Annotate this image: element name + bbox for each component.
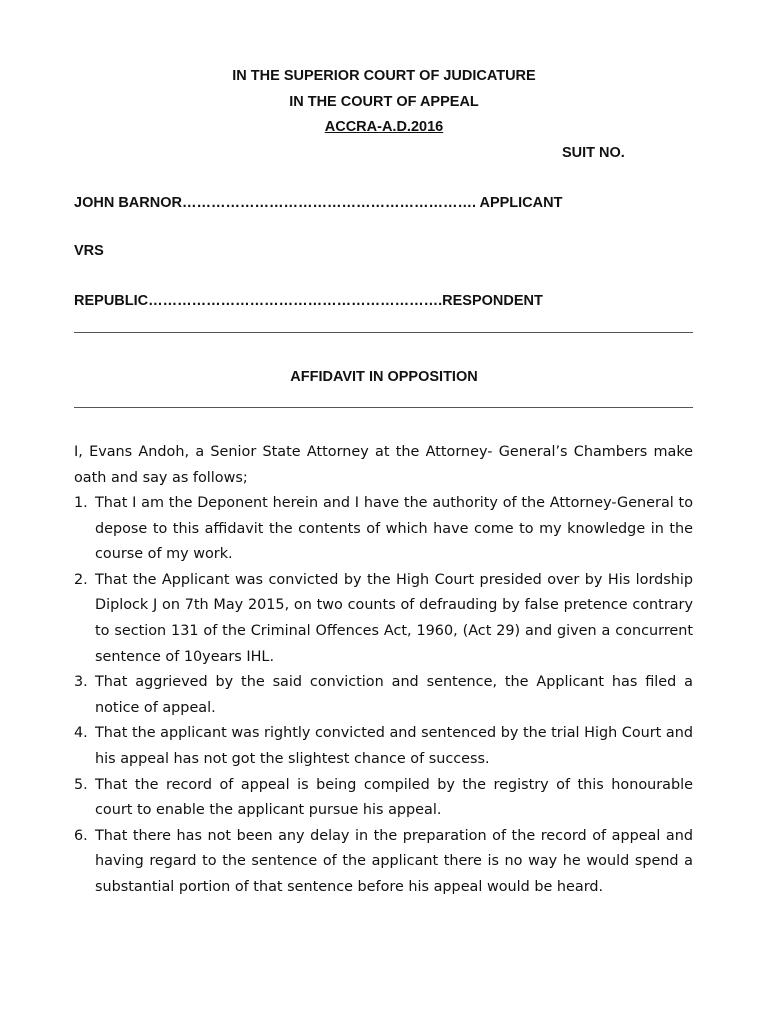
intro-paragraph: I, Evans Andoh, a Senior State Attorney at the Attorney- General’s Chambers make oath and say as follows; [74, 444, 693, 486]
respondent-line: REPUBLIC…………………………………………………….RESPONDENT [74, 293, 543, 309]
paragraph-number: 2. [74, 571, 88, 588]
divider-top [74, 332, 693, 333]
paragraph-text: That the record of appeal is being compiled by the registry of this honourable court to enable the applicant pursue his appeal. [95, 776, 693, 819]
paragraph-item [74, 773, 693, 824]
paragraph-item [74, 721, 693, 772]
paragraph-text: That the applicant was rightly convicted and sentenced by the trial High Court and his appeal has not got the slightest chance of success. [95, 725, 693, 767]
paragraph-text: That the Applicant was convicted by the High Court presided over by His lordship Diplock J on 7th May 2015, on two counts of defrauding by false pretence contrary to section 131 of the Criminal Offences Act, 1960, (Act 29) and given a concurrent sentence of 10years IHL. [95, 571, 693, 665]
paragraph-number: 4. [74, 725, 88, 742]
paragraph-item [74, 568, 693, 670]
court-division: IN THE COURT OF APPEAL [289, 94, 479, 110]
paragraph-text: That there has not been any delay in the preparation of the record of appeal and having regard to the sentence of the applicant there is no way he would spend a substantial portion of that sentence before his appeal would be heard. [95, 827, 693, 895]
paragraph-item [74, 670, 693, 721]
paragraph-number: 3. [74, 674, 88, 691]
versus-label: VRS [74, 243, 104, 259]
paragraph-text: That aggrieved by the said conviction and sentence, the Applicant has filed a notice of appeal. [95, 674, 693, 716]
paragraph-text: That I am the Deponent herein and I have the authority of the Attorney-General to depose to this affidavit the contents of which have come to my knowledge in the course of my work. [95, 495, 693, 563]
paragraph-item [74, 824, 693, 901]
divider-bottom [74, 407, 693, 408]
court-location: ACCRA-A.D.2016 [324, 119, 444, 135]
paragraph-number: 5. [74, 776, 88, 793]
paragraph-number: 1. [74, 495, 88, 511]
affidavit-title: AFFIDAVIT IN OPPOSITION [290, 369, 478, 385]
numbered-paragraphs [74, 491, 693, 901]
paragraph-number: 6. [74, 827, 88, 844]
paragraph-item [74, 491, 693, 568]
suit-number-label: SUIT NO. [562, 145, 625, 161]
applicant-line: JOHN BARNOR……………………………………………………. APPLICANT [74, 195, 563, 211]
court-title: IN THE SUPERIOR COURT OF JUDICATURE [232, 68, 536, 84]
